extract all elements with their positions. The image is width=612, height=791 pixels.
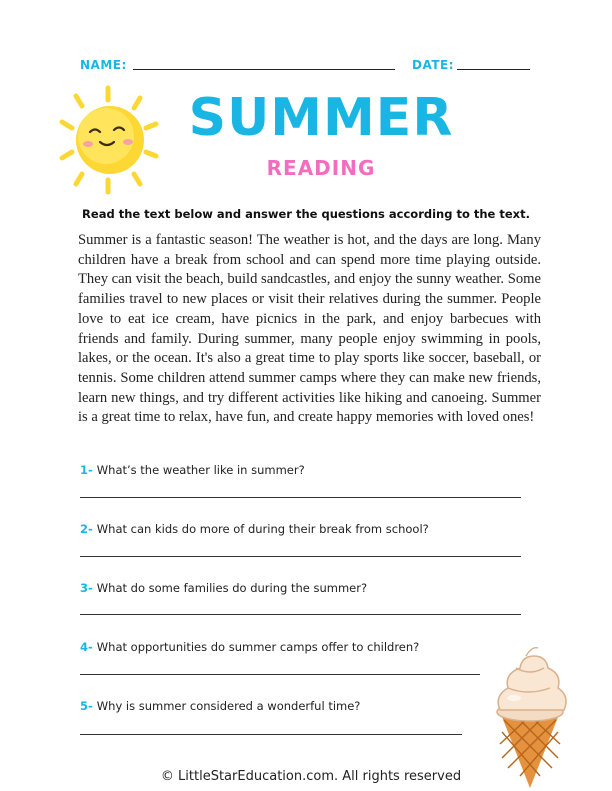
question-number: 2-: [80, 522, 93, 536]
ice-cream-icon: [488, 628, 572, 791]
answer-line-1[interactable]: [80, 497, 521, 498]
answer-line-2[interactable]: [80, 556, 521, 557]
date-field[interactable]: [457, 69, 530, 70]
answer-line-4[interactable]: [80, 674, 480, 675]
question-3: [80, 581, 367, 595]
question-text: What can kids do more of during their break from school?: [96, 522, 429, 536]
date-label: DATE:: [412, 58, 454, 72]
name-field[interactable]: [133, 69, 395, 70]
answer-line-5[interactable]: [80, 734, 462, 735]
reading-passage: Summer is a fantastic season! The weather is hot, and the days are long. Many children have a break from school and can spend more time playing outside. They can visit the beach, build sandcastles, and enjoy the sunny weather. Some families travel to new places or visit their relatives during the summer. People love to eat ice cream, have picnics in the park, and enjoy barbecues with friends and family. During summer, many people enjoy swimming in pools, lakes, or the ocean. It's also a great time to play sports like soccer, baseball, or tennis. Some children attend summer camps where they can make new friends, learn new things, and try different activities like hiking and canoeing. Summer is a great time to relax, have fun, and create happy memories with loved ones!: [78, 232, 541, 426]
page-title: SUMMER: [188, 88, 454, 148]
answer-line-3[interactable]: [80, 614, 521, 615]
question-number: 5-: [80, 699, 93, 713]
question-1: [80, 463, 305, 477]
question-number: 4-: [80, 640, 93, 654]
name-label: NAME:: [80, 58, 127, 72]
question-text: What opportunities do summer camps offer to children?: [96, 640, 420, 654]
question-text: Why is summer considered a wonderful time?: [96, 699, 361, 713]
question-2: [80, 522, 429, 536]
question-text: What’s the weather like in summer?: [96, 463, 305, 477]
instructions: Read the text below and answer the questions according to the text.: [82, 207, 530, 221]
question-text: What do some families do during the summer?: [96, 581, 368, 595]
question-number: 1-: [80, 463, 93, 477]
question-number: 3-: [80, 581, 93, 595]
copyright-footer: © LittleStarEducation.com. All rights reserved: [160, 769, 462, 784]
page-subtitle: READING: [266, 156, 376, 180]
question-4: [80, 640, 419, 654]
question-5: [80, 699, 360, 713]
